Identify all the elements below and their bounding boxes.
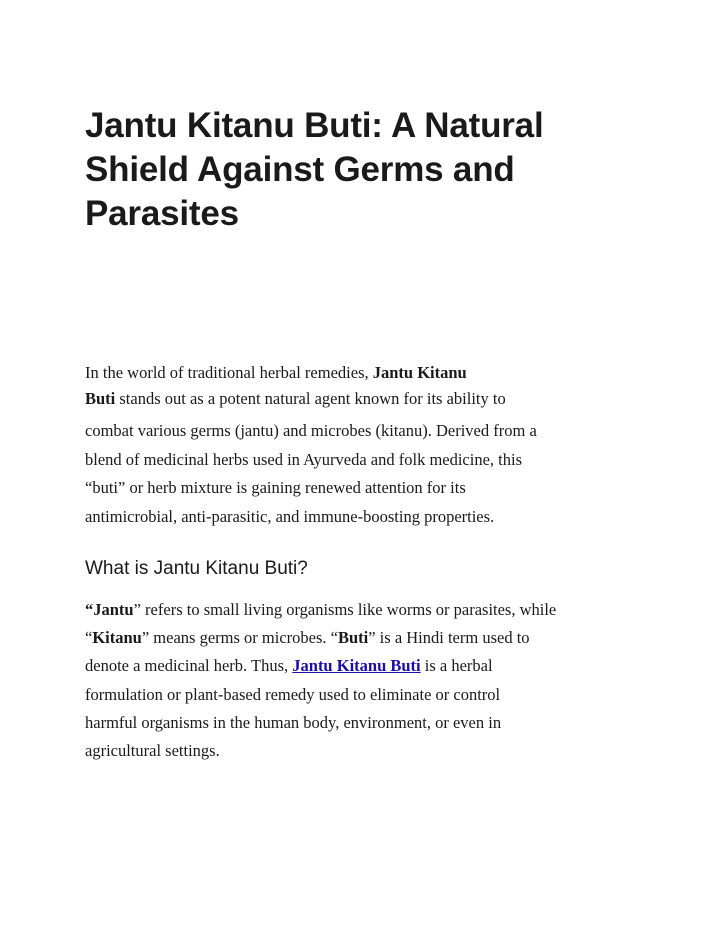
bold-term-jantu: Jantu <box>93 600 134 619</box>
section-line: formulation or plant-based remedy used to eliminate or control <box>85 684 501 704</box>
section-line <box>85 624 665 652</box>
page-title: Jantu Kitanu Buti: A Natural Shield Against Germs and Parasites <box>85 106 544 233</box>
intro-paragraph <box>85 360 645 531</box>
section-text: ” refers to small living organisms like worms or parasites, while <box>133 600 557 619</box>
intro-line: blend of medicinal herbs used in Ayurveda and folk medicine, this <box>85 449 523 469</box>
intro-bold-term: Jantu Kitanu <box>372 363 467 382</box>
intro-bold-term: Buti <box>85 389 116 408</box>
intro-text: In the world of traditional herbal remedies, <box>85 363 373 382</box>
intro-text: stands out as a potent natural agent known for its ability to <box>115 389 506 408</box>
section-line <box>85 596 665 624</box>
intro-line <box>85 360 645 386</box>
section-paragraph <box>85 596 665 765</box>
section-heading: What is Jantu Kitanu Buti? <box>85 558 308 579</box>
bold-term-kitanu: Kitanu <box>92 628 142 648</box>
section-line: harmful organisms in the human body, environment, or even in <box>85 712 502 732</box>
quote-mark: “ <box>85 600 94 619</box>
section-text: is a herbal <box>420 656 493 676</box>
intro-line: “buti” or herb mixture is gaining renewed attention for its <box>85 478 466 497</box>
intro-line: antimicrobial, anti-parasitic, and immune-boosting properties. <box>85 506 495 526</box>
section-line <box>85 652 665 680</box>
section-text: denote a medicinal herb. Thus, <box>85 656 293 676</box>
section-text: ” means germs or microbes. “ <box>141 628 338 648</box>
bold-term-buti: Buti <box>337 628 369 648</box>
section-text: ” is a Hindi term used to <box>368 628 530 648</box>
section-line: agricultural settings. <box>85 740 220 760</box>
intro-line: combat various germs (jantu) and microbes (kitanu). Derived from a <box>85 421 537 440</box>
jantu-kitanu-buti-link[interactable]: Jantu Kitanu Buti <box>292 656 421 676</box>
intro-line <box>85 386 645 417</box>
quote-mark: “ <box>85 628 93 648</box>
